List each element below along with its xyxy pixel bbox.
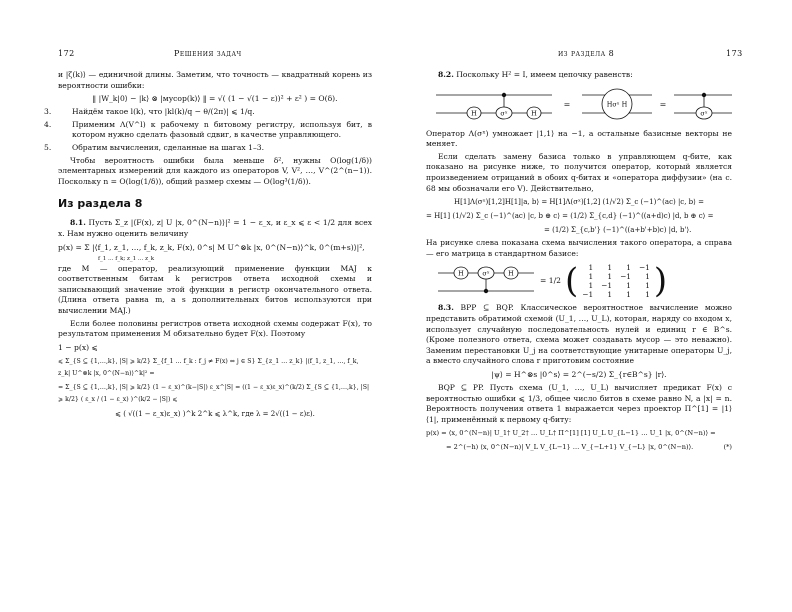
step-3: 3. Найдём такое l(k), что |kl(k)/q − θ/(2π)| ⩽ 1/q. bbox=[44, 107, 255, 117]
para-bqp-pp: BQP ⊆ PP. Пусть схема (U_1, …, U_L) вычисляет предикат F(x) с вероятностью ошибки ⩽ 1/3, общее число битов в схеме равно N, а |x| = n. Вероятность получения ответа 1 выражается через проектор Π^[1] = |1⟩⟨1|, применённый к первому q-биту: bbox=[426, 382, 733, 424]
step-5: 5. Обратим вычисления, сделанные на шагах 1–3. bbox=[44, 142, 264, 152]
gate-sx-1: σˣ bbox=[500, 109, 508, 118]
page-number-right: 173 bbox=[726, 49, 743, 58]
gate-sx-3: σˣ bbox=[482, 269, 490, 278]
running-head-left: Решения задач bbox=[174, 49, 242, 58]
eq-1mp: 1 − p(x) ⩽ bbox=[58, 342, 98, 352]
section-title: Из раздела 8 bbox=[58, 197, 143, 211]
gate-sx-2: σˣ bbox=[700, 109, 708, 118]
eq-8-2-2: = H[1] (1/√2) Σ_c (−1)^(ac) |c, b ⊕ c⟩ = (1/2) Σ_{c,d} (−1)^((a+d)c) |d, b ⊕ c⟩ = bbox=[426, 212, 714, 221]
eq-8-2-1: H[1]Λ(σˣ)[1,2]H[1]|a, b⟩ = H[1]Λ(σˣ)[1,2] (1/√2) Σ_c (−1)^(ac) |c, b⟩ = bbox=[454, 198, 704, 207]
page-number-left: 172 bbox=[58, 49, 75, 58]
right-page bbox=[396, 0, 792, 612]
eq-psi: |ψ⟩ = H^⊗s |0^s⟩ = 2^(−s/2) Σ_{r∈B^s} |r⟩. bbox=[491, 369, 667, 379]
eq-sum1: ⩽ Σ_{S ⊆ {1,…,k}, |S| ⩾ k/2} Σ_{f_1 … f_k : f_j ≠ F(x) ⇔ j ∈ S} Σ_{z_1 … z_k} |⟨f_1, z_1, …, f_k, z_k| U^⊗k |x, 0^(N−n)⟩^k|² = bbox=[58, 357, 359, 377]
para-8-2c: На рисунке слева показана схема вычисления такого оператора, а справа — его матрица в стандартном базисе: bbox=[426, 238, 732, 258]
eq-px-sub: f_1 … f_k; z_1 … z_k bbox=[98, 255, 155, 262]
para-8-2a: Оператор Λ(σˣ) умножает |1,1⟩ на −1, а остальные базисные векторы не меняет. bbox=[426, 128, 732, 149]
para-8-2b: Если сделать замену базиса только в управляющем q-бите, как показано на рисунке ниже, то получится оператор, который является произведением отрицаний в обоих q-битах и «оператора диффузии» (на с. 68 мы обозначали его V). Действительно, bbox=[426, 151, 732, 193]
circuit-diagram bbox=[434, 83, 734, 129]
eq-8-2-3: = (1/2) Σ_{c,b'} (−1)^((a+b'+b)c) |d, b'⟩. bbox=[544, 226, 692, 235]
eq-sum3: ⩽ ( √((1 − ε_x)ε_x) )^k 2^k ⩽ λ^k, где λ = 2√((1 − ε)ε). bbox=[115, 409, 315, 418]
para-after-steps: Чтобы вероятность ошибки была меньше δ², нужны O(log(1/δ)) элементарных измерений для каждого из операторов V, V², …, V^(2^(n−1)). Поскольку n = O(log(1/δ)), общий размер схемы — O(log³(1/δ)). bbox=[58, 155, 372, 186]
gate-h-2: H bbox=[531, 109, 537, 118]
problem-8-1: 8.1. Пусть Σ_z |⟨F(x), z| U |x, 0^(N−n)⟩|² = 1 − ε_x, и ε_x ⩽ ε < 1/2 для всех x. Нам нужно оценить величину bbox=[58, 218, 372, 238]
gate-hsh: Hσˣ H bbox=[606, 100, 628, 109]
gate-h-3: H bbox=[458, 269, 464, 278]
intro-equation: ‖ |W_k|0⟩ − |k⟩ ⊗ |мусор(k)⟩ ‖ = √( (1 − √(1 − ε))² + ε² ) = O(δ). bbox=[92, 94, 338, 104]
eq-sign-1: = bbox=[563, 99, 571, 109]
eq-pp-1: p(x) = ⟨x, 0^(N−n)| U_1† U_2† … U_L† Π^[1] [1] U_L U_{L−1} … U_1 |x, 0^(N−n)⟩ = bbox=[426, 429, 716, 438]
step-4: 4. Применим Λ(V^l) к рабочему n битовому регистру, используя бит, в котором нужно сделать фазовый сдвиг, в качестве управляющего. bbox=[44, 119, 372, 140]
problem-8-3: 8.3. BPP ⊆ BQP. Классическое вероятностное вычисление можно представить обратимой схемой (U_1, …, U_L), которая, наряду со входом x, использует случайную последовательность нулей и единиц r ∈ B^s. (Кроме полезного ответа, схема может создавать мусор — это неважно). Заменим перестановки U_j на соответствующие унитарные операторы U_j, а вместо случайного слова r приготовим состояние bbox=[426, 303, 732, 366]
eq-tag: (*) bbox=[723, 443, 732, 452]
circuit-chain bbox=[426, 83, 732, 129]
gate-h-4: H bbox=[508, 269, 514, 278]
para-half: Если более половины регистров ответа исходной схемы содержат F(x), то результатом применения M обязательно будет F(x). Поэтому bbox=[58, 318, 372, 339]
intro-line: и |ζ(k)⟩ — единичной длины. Заметим, что точность — квадратный корень из вероятности ошибки: bbox=[58, 70, 372, 90]
para-M: где M — оператор, реализующий применение функции MAJ к соответственным битам k регистров ответа исходной схемы и записывающий значение этой функции в регистр окончательного ответа. (Длина ответа равна m, а s дополнительных битов используются при вычислении MAJ.) bbox=[58, 263, 372, 315]
matrix-right-paren: ) bbox=[653, 261, 668, 302]
gate-h-1: H bbox=[471, 109, 477, 118]
eq-sum2: = Σ_{S ⊆ {1,…,k}, |S| ⩾ k/2} (1 − ε_x)^(k−|S|) ε_x^|S| = ((1 − ε_x)ε_x)^(k/2) Σ_{S ⊆ {1,…,k}, |S| ⩾ k/2} ( ε_x / (1 − ε_x) )^(k/2 − |S|) ⩽ bbox=[58, 383, 370, 403]
basis-change-circuit bbox=[436, 261, 536, 301]
eq-pp-2: = 2^(−h) ⟨x, 0^(N−n)| V_L V_{L−1} … V_{−L+1} V_{−L} |x, 0^(N−n)⟩. (*) bbox=[446, 443, 732, 452]
matrix-prefix: = 1/2 bbox=[540, 276, 561, 286]
problem-8-2: 8.2. Поскольку H² = I, имеем цепочку равенств: bbox=[438, 70, 633, 79]
matrix-table: 1 1 1 −1 1 1 −1 1 1 −1 1 1 −1 1 1 1 bbox=[582, 263, 650, 300]
eq-px: p(x) = Σ |⟨f_1, z_1, …, f_k, z_k, F(x), 0^s| M U^⊗k |x, 0^(N−n)⟩^k, 0^(m+s)⟩|², bbox=[58, 242, 365, 252]
eq-sign-2: = bbox=[659, 99, 667, 109]
running-head-right: из раздела 8 bbox=[558, 49, 615, 58]
matrix-left-paren: ( bbox=[565, 261, 579, 302]
matrix-row bbox=[436, 261, 732, 301]
